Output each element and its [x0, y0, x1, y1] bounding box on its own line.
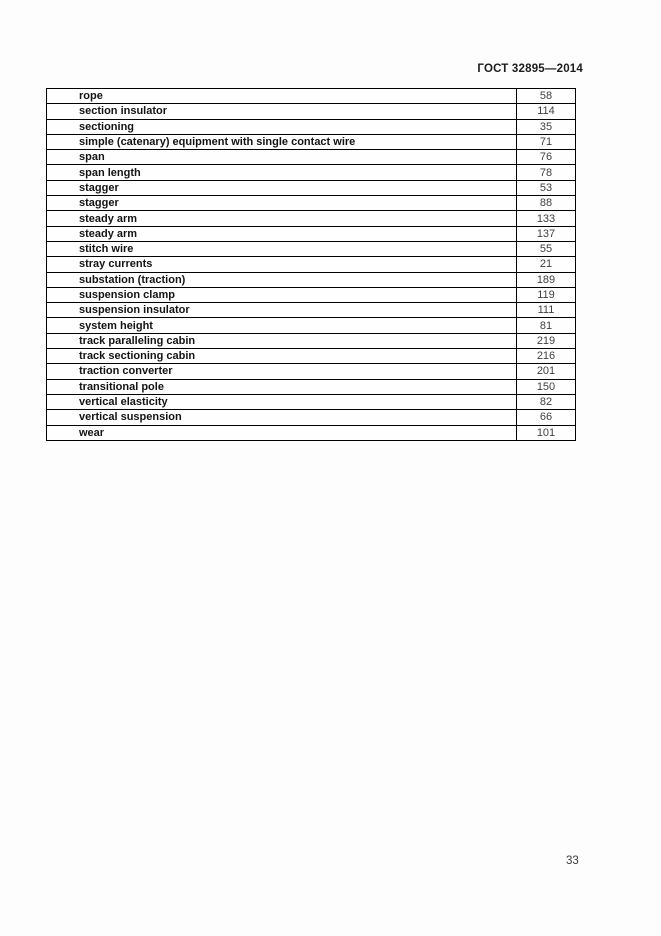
document-standard-header: ГОСТ 32895—2014	[477, 63, 583, 75]
term-cell: stagger	[47, 180, 517, 195]
term-cell: suspension insulator	[47, 303, 517, 318]
page-ref-cell: 53	[517, 180, 576, 195]
page-ref-cell: 150	[517, 379, 576, 394]
page-ref-cell: 114	[517, 104, 576, 119]
term-cell: span length	[47, 165, 517, 180]
table-row	[47, 349, 576, 364]
page-ref-cell: 119	[517, 287, 576, 302]
term-cell: steady arm	[47, 226, 517, 241]
page-ref-cell: 55	[517, 241, 576, 256]
page-ref-cell: 137	[517, 226, 576, 241]
term-cell: steady arm	[47, 211, 517, 226]
page-number: 33	[566, 855, 579, 867]
term-cell: simple (catenary) equipment with single contact wire	[47, 134, 517, 149]
page-ref-cell: 201	[517, 364, 576, 379]
table-row	[47, 104, 576, 119]
page-ref-cell: 88	[517, 196, 576, 211]
table-row	[47, 165, 576, 180]
table-row	[47, 150, 576, 165]
page-ref-cell: 133	[517, 211, 576, 226]
table-row	[47, 272, 576, 287]
table-row	[47, 241, 576, 256]
page-ref-cell: 82	[517, 394, 576, 409]
table-row	[47, 333, 576, 348]
page-ref-cell: 78	[517, 165, 576, 180]
table-row	[47, 180, 576, 195]
term-cell: system height	[47, 318, 517, 333]
term-cell: suspension clamp	[47, 287, 517, 302]
index-table	[46, 88, 576, 441]
table-row	[47, 364, 576, 379]
index-table-body	[47, 89, 576, 441]
term-cell: sectioning	[47, 119, 517, 134]
term-cell: track paralleling cabin	[47, 333, 517, 348]
term-cell: stray currents	[47, 257, 517, 272]
table-row	[47, 394, 576, 409]
term-cell: span	[47, 150, 517, 165]
table-row	[47, 425, 576, 440]
term-cell: rope	[47, 89, 517, 104]
page-ref-cell: 21	[517, 257, 576, 272]
page-ref-cell: 71	[517, 134, 576, 149]
table-row	[47, 318, 576, 333]
page-ref-cell: 219	[517, 333, 576, 348]
table-row	[47, 303, 576, 318]
term-cell: stitch wire	[47, 241, 517, 256]
table-row	[47, 287, 576, 302]
term-cell: section insulator	[47, 104, 517, 119]
term-cell: transitional pole	[47, 379, 517, 394]
table-row	[47, 89, 576, 104]
table-row	[47, 226, 576, 241]
page-ref-cell: 189	[517, 272, 576, 287]
table-row	[47, 196, 576, 211]
table-row	[47, 257, 576, 272]
page-ref-cell: 58	[517, 89, 576, 104]
page-ref-cell: 66	[517, 410, 576, 425]
table-row	[47, 211, 576, 226]
page-ref-cell: 76	[517, 150, 576, 165]
term-cell: stagger	[47, 196, 517, 211]
term-cell: track sectioning cabin	[47, 349, 517, 364]
term-cell: vertical elasticity	[47, 394, 517, 409]
term-cell: wear	[47, 425, 517, 440]
page-ref-cell: 81	[517, 318, 576, 333]
table-row	[47, 134, 576, 149]
table-row	[47, 410, 576, 425]
page-ref-cell: 35	[517, 119, 576, 134]
page-ref-cell: 216	[517, 349, 576, 364]
page-ref-cell: 111	[517, 303, 576, 318]
term-cell: substation (traction)	[47, 272, 517, 287]
page-ref-cell: 101	[517, 425, 576, 440]
term-cell: traction converter	[47, 364, 517, 379]
table-row	[47, 379, 576, 394]
table-row	[47, 119, 576, 134]
term-cell: vertical suspension	[47, 410, 517, 425]
